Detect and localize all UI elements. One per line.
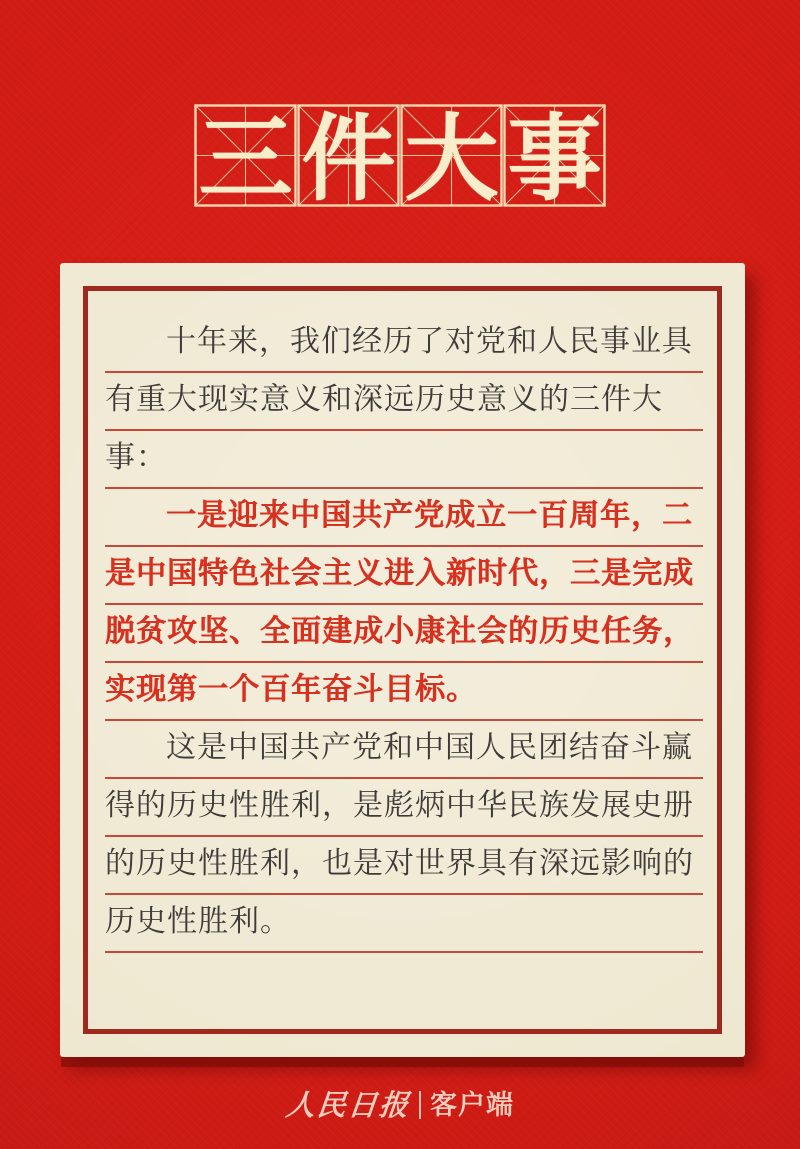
calligraphy-cell-2 xyxy=(297,103,400,214)
text-line: 这是中国共产党和中国人民团结奋斗赢 xyxy=(105,721,703,779)
text-line: 历史性胜利。 xyxy=(105,895,703,953)
text-line-emphasis: 一是迎来中国共产党成立一百周年，二 xyxy=(105,489,703,547)
text-line-emphasis: 实现第一个百年奋斗目标。 xyxy=(105,663,703,721)
text-line-emphasis: 是中国特色社会主义进入新时代，三是完成 xyxy=(105,547,703,605)
text-line: 十年来，我们经历了对党和人民事业具 xyxy=(105,315,703,373)
text-line: 有重大现实意义和深远历史意义的三件大 xyxy=(105,373,703,431)
title-character: 件 xyxy=(301,103,396,214)
text-line: 得的历史性胜利，是彪炳中华民族发展史册 xyxy=(105,779,703,837)
content-card xyxy=(60,263,745,1057)
brand-suffix-label: 客户端 xyxy=(430,1089,514,1120)
brand-divider-line xyxy=(419,1091,421,1119)
title-character: 事 xyxy=(507,103,602,214)
title-character: 大 xyxy=(404,103,499,214)
footer-brand xyxy=(0,1083,800,1127)
text-line: 的历史性胜利，也是对世界具有深远影响的 xyxy=(105,837,703,895)
title-calligraphy-grid xyxy=(194,103,606,214)
text-line-emphasis: 脱贫攻坚、全面建成小康社会的历史任务， xyxy=(105,605,703,663)
peoples-daily-logotype: 人民日报 xyxy=(284,1087,412,1122)
calligraphy-cell-1 xyxy=(194,103,297,214)
text-line: 事： xyxy=(105,431,703,489)
title-character: 三 xyxy=(198,103,293,214)
card-text-block xyxy=(105,315,703,953)
calligraphy-cell-3 xyxy=(400,103,503,214)
calligraphy-cell-4 xyxy=(503,103,606,214)
